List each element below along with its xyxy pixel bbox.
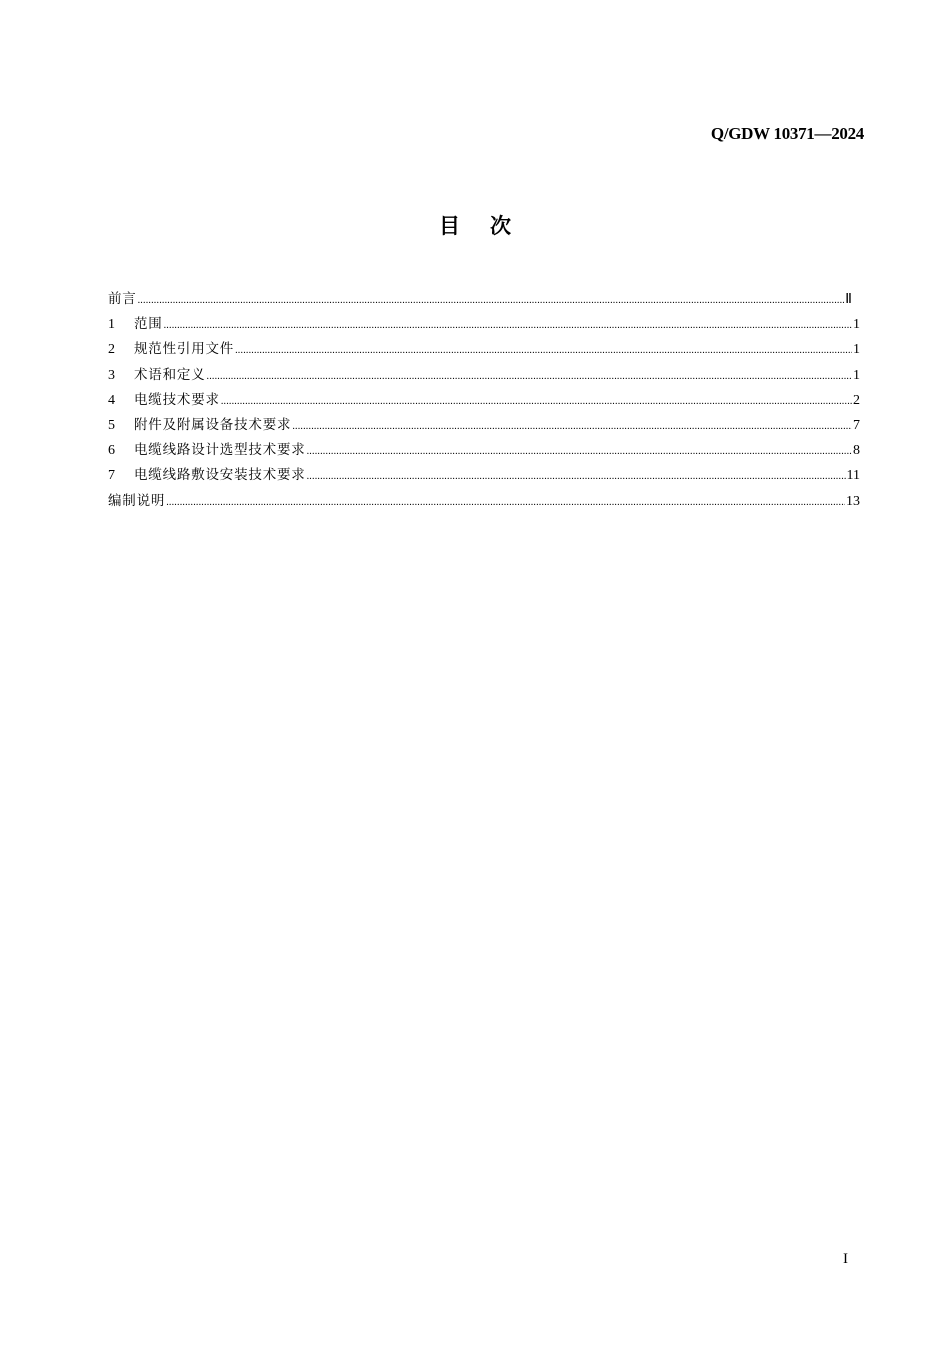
toc-label: 附件及附属设备技术要求 — [134, 416, 292, 433]
toc-number: 7 — [108, 468, 115, 484]
dot-leader — [307, 467, 846, 487]
page-number: I — [843, 1251, 848, 1267]
toc-entry-1[interactable] — [108, 314, 860, 339]
dot-leader — [307, 442, 852, 462]
toc-entry-compilation-notes[interactable] — [108, 491, 860, 516]
toc-label: 电缆线路敷设安装技术要求 — [134, 467, 306, 484]
toc-page: 11 — [846, 468, 860, 484]
toc-label: 电缆线路设计选型技术要求 — [134, 442, 306, 459]
toc-title — [0, 210, 950, 240]
toc-entry-7[interactable] — [108, 465, 860, 490]
toc-number: 5 — [108, 417, 115, 433]
toc-label: 范围 — [134, 316, 163, 333]
toc-label: 术语和定义 — [134, 366, 206, 383]
toc-entry-6[interactable] — [108, 440, 860, 465]
toc-entry-3[interactable] — [108, 365, 860, 390]
toc-entry-2[interactable] — [108, 339, 860, 364]
toc-number: 1 — [108, 317, 115, 333]
toc-page: 1 — [853, 317, 860, 333]
dot-leader — [292, 417, 852, 437]
toc-title-char-2: 次 — [490, 214, 511, 238]
toc-page: 1 — [853, 367, 860, 383]
toc-label: 前言 — [108, 291, 137, 307]
toc-number: 6 — [108, 443, 115, 459]
toc-number: 3 — [108, 367, 115, 383]
document-code: Q/GDW 10371—2024 — [710, 124, 864, 143]
toc-entry-5[interactable] — [108, 415, 860, 440]
toc-page: 8 — [853, 443, 860, 459]
toc-number: 2 — [108, 342, 115, 358]
dot-leader — [207, 367, 853, 387]
toc-page: 7 — [853, 417, 860, 433]
dot-leader — [166, 493, 845, 513]
toc-title-char-1: 目 — [439, 214, 460, 238]
toc-entry-foreword[interactable] — [108, 289, 860, 314]
toc-number: 4 — [108, 392, 115, 408]
toc-label: 编制说明 — [108, 492, 166, 509]
toc-page: 13 — [846, 493, 860, 509]
toc-label: 电缆技术要求 — [134, 391, 220, 408]
toc-page: 1 — [853, 342, 860, 358]
dot-leader — [164, 316, 852, 336]
toc-page: Ⅱ — [845, 292, 852, 307]
dot-leader — [138, 291, 845, 311]
toc-label: 规范性引用文件 — [134, 341, 235, 358]
table-of-contents — [108, 289, 860, 516]
dot-leader — [221, 392, 852, 412]
toc-page: 2 — [853, 392, 860, 408]
dot-leader — [235, 341, 852, 361]
toc-entry-4[interactable] — [108, 390, 860, 415]
